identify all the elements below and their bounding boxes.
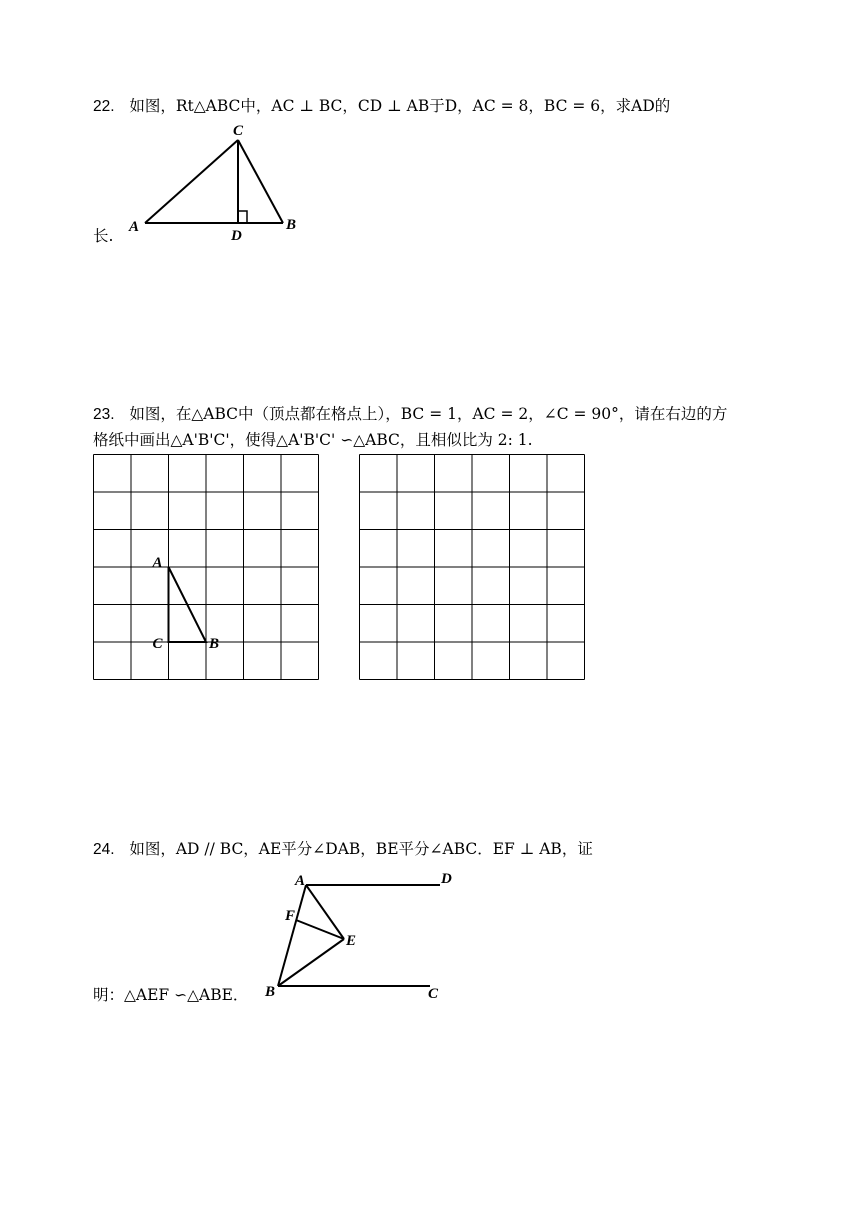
q24-label-b: B [265,984,276,1000]
q23-text-line2: 格纸中画出△A'B'C'，使得△A'B'C' ∽△ABC，且相似比为 2: 1. [93,431,533,449]
q23-number: 23. [93,406,115,423]
q22-label-b: B [286,217,297,233]
q22-label-c: C [233,123,244,139]
q22-number: 22. [93,98,115,115]
segment-ab [278,885,306,986]
q23-statement: 如图，在△ABC中（顶点都在格点上），BC = 1，AC = 2，∠C = 90°，请在右边的方 [129,405,728,423]
q24-statement: 如图，AD // BC，AE平分∠DAB，BE平分∠ABC．EF ⊥ AB，证 [129,840,593,858]
q23-label-a: A [152,555,163,571]
q22-figure [125,118,325,244]
right-angle-mark [238,211,247,223]
q23-grid-right[interactable] [359,454,585,680]
segment-be [278,939,344,986]
q22-label-d: D [231,228,242,244]
q24-label-c: C [428,986,439,1002]
q24-label-d: D [441,871,452,887]
q22-text-line1 [93,96,670,117]
q22-statement: 如图，Rt△ABC中，AC ⊥ BC，CD ⊥ AB于D，AC = 8，BC = 6，求AD的 [129,97,671,115]
q23-label-b: B [209,636,220,652]
q23-grid-left [93,454,319,680]
q24-text-line1 [93,839,593,860]
q24-text-line2: 明：△AEF ∽△ABE． [93,986,249,1004]
q24-label-e: E [346,933,357,949]
q22-text-line2: 长. [93,227,114,245]
q24-number: 24. [93,841,115,858]
q22-label-a: A [129,219,140,235]
q23-label-c: C [152,636,163,652]
q24-figure [260,865,460,1005]
q24-label-f: F [285,908,296,924]
q24-label-a: A [295,873,306,889]
q23-text-line1 [93,404,727,425]
segment-ac [145,140,238,223]
